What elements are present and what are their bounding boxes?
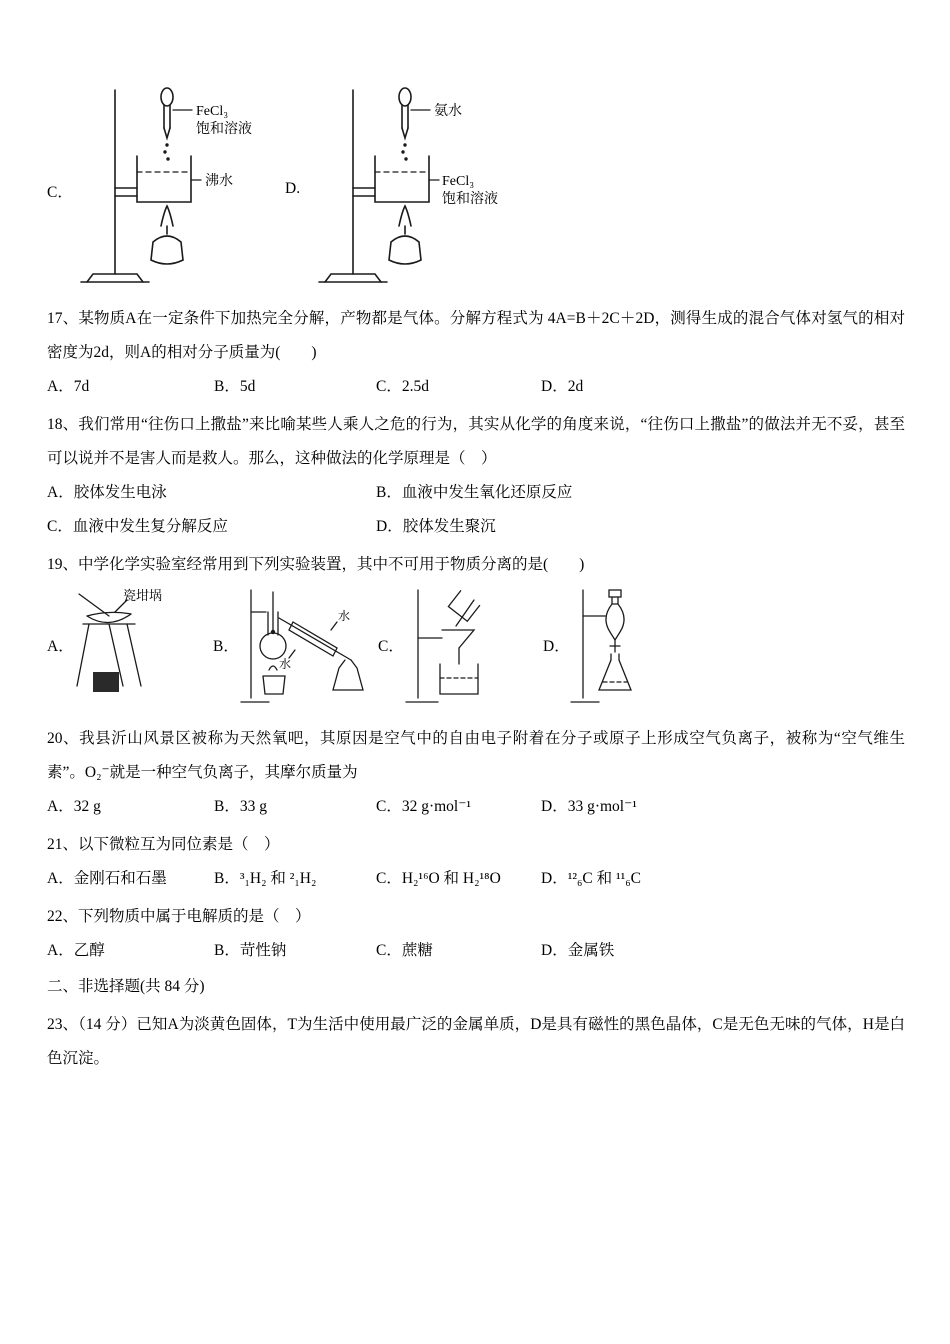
question-21-options bbox=[47, 862, 905, 896]
question-20-option-c: C．32 g·mol⁻¹ bbox=[376, 798, 472, 815]
question-22-option-c: C．蔗糖 bbox=[376, 942, 433, 959]
separating-funnel-figure bbox=[569, 586, 647, 706]
figure-d-beaker-label-1: FeCl₃ bbox=[442, 174, 475, 189]
filtration-figure bbox=[404, 586, 489, 706]
section-2-title: 二、非选择题(共 84 分) bbox=[47, 978, 205, 995]
evaporation-crucible-figure bbox=[73, 586, 168, 706]
question-19-figure-b-label: B． bbox=[213, 638, 239, 655]
question-19-figure-c-label: C． bbox=[378, 638, 404, 655]
figure-d-apparatus bbox=[313, 84, 501, 296]
distillation-figure bbox=[239, 586, 369, 708]
question-21-stem: 21、以下微粒互为同位素是（ ） bbox=[47, 836, 280, 853]
question-21 bbox=[47, 828, 905, 896]
question-17-options bbox=[47, 370, 905, 404]
question-18-option-c: C．血液中发生复分解反应 bbox=[47, 518, 228, 535]
figure-d-label: D. bbox=[285, 180, 301, 197]
figure-c-apparatus bbox=[75, 84, 263, 296]
question-21-option-d: D．¹²₆C 和 ¹¹₆C bbox=[541, 870, 642, 887]
question-23 bbox=[47, 1008, 905, 1076]
question-18-stem: 18、我们常用“往伤口上撒盐”来比喻某些人乘人之危的行为，其实从化学的角度来说，“往伤口上撒盐”的做法并无不妥，甚至可以说并不是害人而是救人。那么，这种做法的化学原理是（ ） bbox=[47, 416, 905, 467]
question-20-option-a: A．32 g bbox=[47, 798, 101, 815]
question-18-options bbox=[47, 476, 905, 544]
question-20 bbox=[47, 722, 905, 824]
question-19-figures bbox=[47, 586, 905, 718]
question-22-option-b: B．苛性钠 bbox=[214, 942, 287, 959]
question-20-option-d: D．33 g·mol⁻¹ bbox=[541, 798, 637, 815]
question-21-option-c: C．H₂¹⁶O 和 H₂¹⁸O bbox=[376, 870, 501, 887]
crucible-label: 瓷坩埚 bbox=[123, 588, 163, 603]
question-22-options bbox=[47, 934, 905, 968]
question-22-stem: 22、下列物质中属于电解质的是（ ） bbox=[47, 908, 311, 925]
figure-d-dropper-label: 氨水 bbox=[434, 104, 462, 119]
question-20-stem: 20、我县沂山风景区被称为天然氧吧，其原因是空气中的自由电子附着在分子或原子上形成空气负离子，被称为“空气维生素”。O₂⁻就是一种空气负离子，其摩尔质量为 bbox=[47, 730, 905, 781]
question-21-option-a: A．金刚石和石墨 bbox=[47, 870, 167, 887]
question-21-option-b: B．³₁H₂ 和 ²₁H₂ bbox=[214, 870, 317, 887]
question-23-stem: 23、（14 分）已知A为淡黄色固体，T为生活中使用最广泛的金属单质，D是具有磁性的黑色晶体，C是无色无味的气体，H是白色沉淀。 bbox=[47, 1016, 905, 1067]
question-19-stem: 19、中学化学实验室经常用到下列实验装置，其中不可用于物质分离的是( ) bbox=[47, 556, 585, 573]
figure-c-dropper-label-1: FeCl₃ bbox=[196, 104, 229, 119]
question-18-option-b: B．血液中发生氧化还原反应 bbox=[376, 484, 573, 501]
question-18-option-a: A．胶体发生电泳 bbox=[47, 484, 167, 501]
question-18-option-d: D．胶体发生聚沉 bbox=[376, 518, 496, 535]
question-17-option-c: C．2.5d bbox=[376, 378, 429, 395]
question-17-option-b: B．5d bbox=[214, 378, 256, 395]
figure-d-beaker-label-2: 饱和溶液 bbox=[442, 192, 498, 207]
question-17-option-d: D．2d bbox=[541, 378, 584, 395]
question-19 bbox=[47, 548, 905, 718]
question-18 bbox=[47, 408, 905, 544]
question-22 bbox=[47, 900, 905, 968]
condenser-water-out-label: 水 bbox=[338, 609, 351, 623]
question-19-figure-a-label: A． bbox=[47, 638, 74, 655]
figure-c-beaker-label: 沸水 bbox=[205, 174, 233, 189]
question-22-option-d: D．金属铁 bbox=[541, 942, 615, 959]
question-20-options bbox=[47, 790, 905, 824]
figure-c-label: C． bbox=[47, 184, 73, 201]
condenser-water-in-label: 水 bbox=[279, 657, 292, 671]
apparatus-figures-top bbox=[47, 84, 905, 298]
question-17 bbox=[47, 302, 905, 404]
figure-c-dropper-label-2: 饱和溶液 bbox=[196, 122, 252, 137]
question-20-option-b: B．33 g bbox=[214, 798, 267, 815]
question-17-option-a: A．7d bbox=[47, 378, 90, 395]
question-22-option-a: A．乙醇 bbox=[47, 942, 105, 959]
question-19-figure-d-label: D． bbox=[543, 638, 570, 655]
question-17-stem: 17、某物质A在一定条件下加热完全分解，产物都是气体。分解方程式为 4A=B＋2C＋2D，测得生成的混合气体对氢气的相对密度为2d，则A的相对分子质量为( ) bbox=[47, 310, 905, 361]
